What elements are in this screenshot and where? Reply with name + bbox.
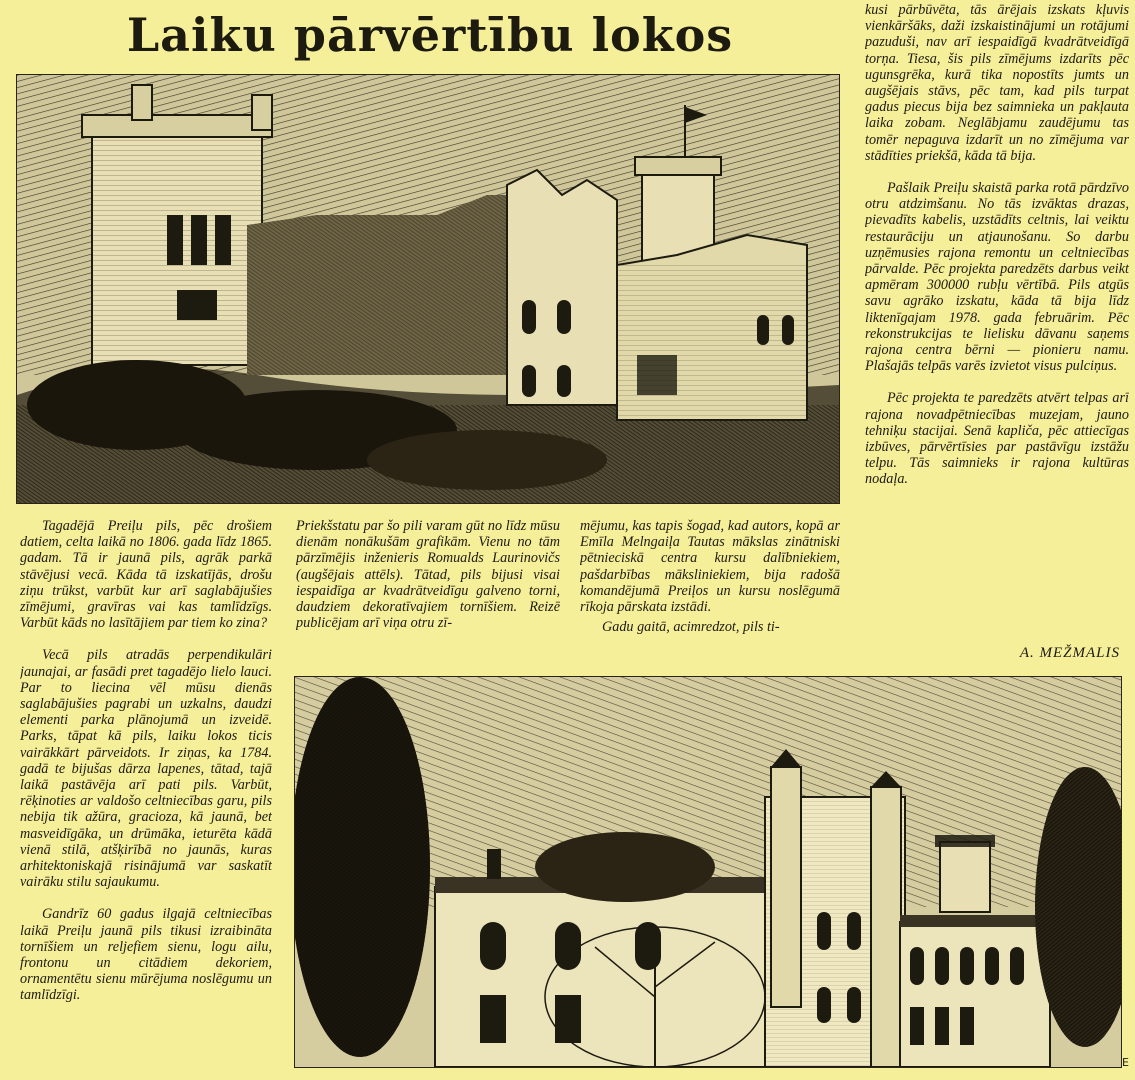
paragraph: Gadu gaitā, acimredzot, pils ti- bbox=[602, 619, 780, 636]
article-column-3 bbox=[580, 518, 840, 668]
paragraph: Vecā pils atradās perpendikulāri jaunajai, ar fasādi pret tagadējo lielo lauci. Par to liecina vēl mūsu dienās saglabājušies pagrabi un uzkalns, daudzi elementi parka plānojumā un izveidē. Parks, tāpat kā pils, laiku lokos ticis vairākkārt pārveidots. Ir ziņas, ka 1784. gadā te bijušas dārza lapenes, tātad, tajā laikā pastāvēja arī pati pils. Varbūt, rēķinoties ar valdošo celtniecības garu, pils nebija tik ažūra, gracioza, kā jaunā, bet masveidīgāka, un drūmāka, ieturēta kādā vienā stilā, atšķirībā no jaunās, kuras arhitektoniskajā risinājumā var saskatīt vairāku stilu sajaukumu. bbox=[20, 647, 272, 891]
castle-engraving-top bbox=[16, 74, 840, 504]
paragraph: Pēc projekta te paredzēts atvērt telpas arī rajona novadpētniecības muzejam, jauno tehniķu stacijai. Senā kapliča, pēc attiecīgas izbūves, pārvērtīsies par pastāvīgu izstāžu telpu. Tās saimnieks ir rajona kultūras nodaļa. bbox=[865, 390, 1129, 488]
author-signature: A. MEŽMALIS bbox=[1019, 645, 1120, 661]
margin-mark: E bbox=[1122, 1056, 1129, 1069]
paragraph: Pašlaik Preiļu skaistā parka rotā pārdzīvo otru atdzimšanu. No tās izvāktas drazas, pievadīts kabelis, uzstādīts celtnis, lai veiktu restaurāciju un atjaunošanu. So darbu uzņēmusies rajona remontu un celtniecības pārvalde. Pēc projekta paredzēts darbus veikt apmēram 300000 rubļu vērtībā. Pils atgūs savu agrāko izskatu, kāda tā bija līdz liktenīgajam 1978. gada februārim. Pēc rekonstrukcijas te lielisku dāvanu saņems rajona centra bērni — pionieru namu. Plašajās telpās varēs izvietot visus pulciņus. bbox=[865, 180, 1129, 375]
article-column-2 bbox=[296, 518, 560, 668]
paragraph: Tagadējā Preiļu pils, pēc drošiem datiem, celta laikā no 1806. gada līdz 1865. gadam. Tā ir jaunā pils, agrāk parkā stāvējusi vecā. Kāda tā izskatījās, drošu ziņu trūkst, varbūt kur arī saglabājušies zīmējumi, gravīras vai kas tamlīdzīgs. Varbūt kāds no lasītājiem par tiem ko zina? bbox=[20, 518, 272, 632]
article-column-right bbox=[865, 2, 1129, 622]
paragraph: Gandrīz 60 gadus ilgajā celtniecības laikā Preiļu jaunā pils tikusi izraibināta tornīšiem un reljefiem sienu, logu ailu, frontonu un citādiem dekoriem, ornamentētu sienu mūrējuma noslēgumu un tamlīdzīgi. bbox=[20, 906, 272, 1004]
paragraph: mējumu, kas tapis šogad, kad autors, kopā ar Emīla Melngaiļa Tautas mākslas zinātniski pētnieciskā centra kursu dalībniekiem, pašdarbības māksliniekiem, bija radošā komandējumā Preiļos un kursu noslēgumā rīkoja pārskata izstādi. bbox=[580, 518, 840, 616]
article-column-1 bbox=[20, 518, 272, 1078]
paragraph: kusi pārbūvēta, tās ārējais izskats kļuvis vienkāršāks, daži izskaistinājumi un rotājumi pazuduši, nav arī iespaidīgā kvadrātveidīgā torņa. Tiesa, šis pils zīmējums izdarīts pēc ugunsgrēka, kurā tika nopostīts jumts un augšējais stāvs, pēc tam, kad pils turpat gadus piecus bija bez saimnieka un pakļauta laika zobam. Neglābjamu zaudējumu tas tomēr nepaguva izdarīt un no zīmējuma var stādīties priekšā, kāda tā bija. bbox=[865, 2, 1129, 164]
article-title: Laiku pārvērtību lokos bbox=[126, 8, 734, 62]
paragraph: Priekšstatu par šo pili varam gūt no līdz mūsu dienām nonākušām grafikām. Vienu no tām pārzīmējis inženieris Romualds Laurinovičs (augšējais attēls). Tātad, pils bijusi visai iespaidīga ar kvadrātveidīgu galveno torni, daudziem dekoratīvajiem tornīšiem. Reizē publicējam arī viņa otru zī- bbox=[296, 518, 560, 632]
castle-engraving-bottom bbox=[294, 676, 1122, 1068]
